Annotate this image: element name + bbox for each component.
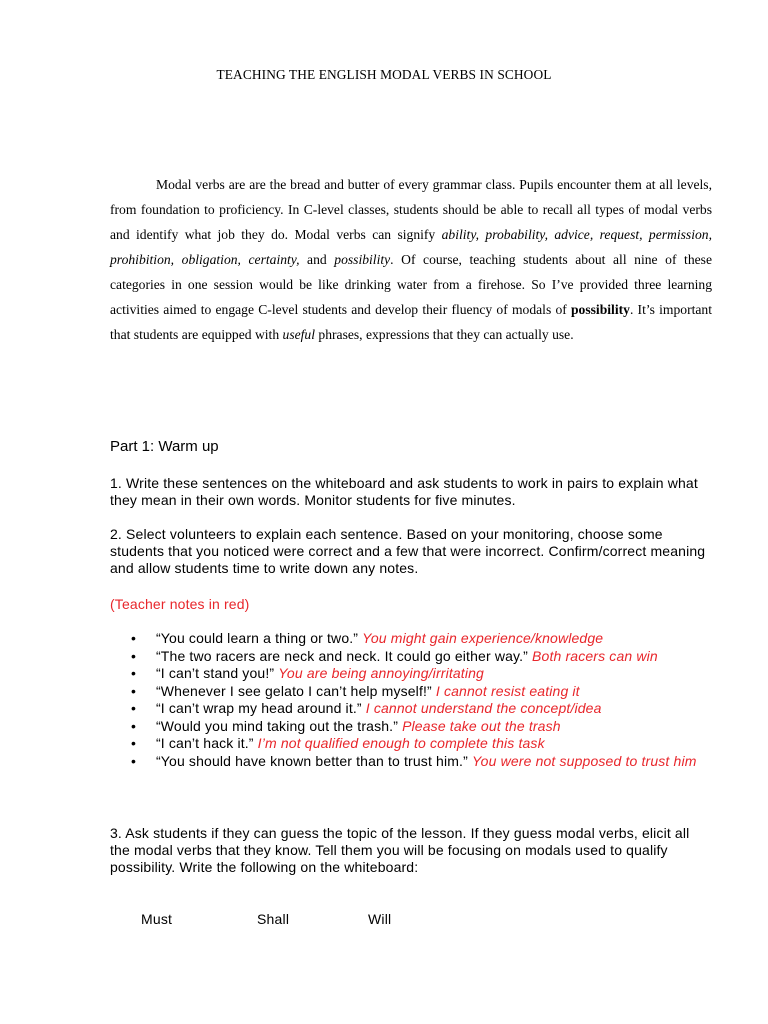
modal-word: Must <box>141 911 173 927</box>
bullet-icon: • <box>131 752 137 769</box>
list-item <box>110 630 710 648</box>
intro-text-5: phrases, expressions that they can actually use. <box>315 327 574 342</box>
teacher-note: I’m not qualified enough to complete this task <box>257 735 545 751</box>
teacher-notes-label: (Teacher notes in red) <box>110 596 250 612</box>
intro-text-2: and <box>299 252 335 267</box>
intro-text-4: . It’s important that students are equipped with <box>110 302 712 342</box>
intro-text-3: . Of course, teaching students about all nine of these categories in one session would be like drinking water from a firehose. So I’ve provided three learning activities aimed to engage C-level students and develop their fluency of modals of <box>110 252 712 317</box>
intro-last-category: possibility <box>334 252 391 267</box>
bullet-icon: • <box>131 647 137 664</box>
step-1: 1. Write these sentences on the whiteboard and ask students to work in pairs to explain what they mean in their own words. Monitor students for five minutes. <box>110 475 698 508</box>
sentence-quote: “I can’t stand you!” <box>156 665 275 681</box>
teacher-note: I cannot understand the concept/idea <box>365 700 602 716</box>
bullet-icon: • <box>131 682 137 699</box>
sentence-quote: “You should have known better than to trust him.” <box>156 752 468 769</box>
sentence-quote: “Whenever I see gelato I can’t help myself!” <box>156 682 432 699</box>
sentence-quote: “Would you mind taking out the trash.” <box>156 717 399 734</box>
sentence-quote: “The two racers are neck and neck. It could go either way.” <box>156 647 528 664</box>
intro-text-1: Modal verbs are are the bread and butter of every grammar class. Pupils encounter them at all levels, from foundation to proficiency. In C-level classes, students should be able to recall all types of modal verbs and identify what job they do. Modal verbs can signify <box>110 177 712 242</box>
teacher-note: I cannot resist eating it <box>435 682 580 699</box>
teacher-note: You were not supposed to trust him <box>471 752 697 769</box>
bullet-icon: • <box>131 717 137 734</box>
list-item <box>110 665 710 683</box>
teacher-note: You are being annoying/irritating <box>278 665 484 681</box>
step-2: 2. Select volunteers to explain each sentence. Based on your monitoring, choose some students that you noticed were correct and a few that were incorrect. Confirm/correct meaning and allow students time to write down any notes. <box>110 526 706 576</box>
bullet-icon: • <box>131 735 137 751</box>
intro-categories: ability, probability, advice, request, permission, prohibition, obligation, certainty, <box>110 227 712 267</box>
sentence-quote: “You could learn a thing or two.” <box>156 630 359 646</box>
list-item <box>110 735 710 753</box>
document-title: TEACHING THE ENGLISH MODAL VERBS IN SCHOOL <box>216 67 552 82</box>
list-item <box>110 718 710 736</box>
sentence-quote: “I can’t hack it.” <box>156 735 254 751</box>
list-item <box>110 700 710 718</box>
bullet-icon: • <box>131 630 137 646</box>
teacher-note: Both racers can win <box>532 647 658 664</box>
bullet-icon: • <box>131 665 137 681</box>
modal-word: Will <box>368 911 392 927</box>
list-item <box>110 683 710 701</box>
sentence-list <box>110 630 710 770</box>
intro-paragraph <box>110 172 712 347</box>
intro-useful-word: useful <box>282 327 316 342</box>
sentence-quote: “I can’t wrap my head around it.” <box>156 700 362 716</box>
part1-heading: Part 1: Warm up <box>110 438 219 455</box>
modal-word: Shall <box>257 911 290 927</box>
step-3: 3. Ask students if they can guess the topic of the lesson. If they guess modal verbs, elicit all the modal verbs that they know. Tell them you will be focusing on modals used to qualify possibility. Write the following on the whiteboard: <box>110 825 690 875</box>
teacher-note: Please take out the trash <box>402 717 561 734</box>
bullet-icon: • <box>131 700 137 716</box>
list-item <box>110 648 710 666</box>
teacher-note: You might gain experience/knowledge <box>362 630 604 646</box>
intro-bold-word: possibility <box>571 302 630 317</box>
list-item <box>110 753 710 771</box>
